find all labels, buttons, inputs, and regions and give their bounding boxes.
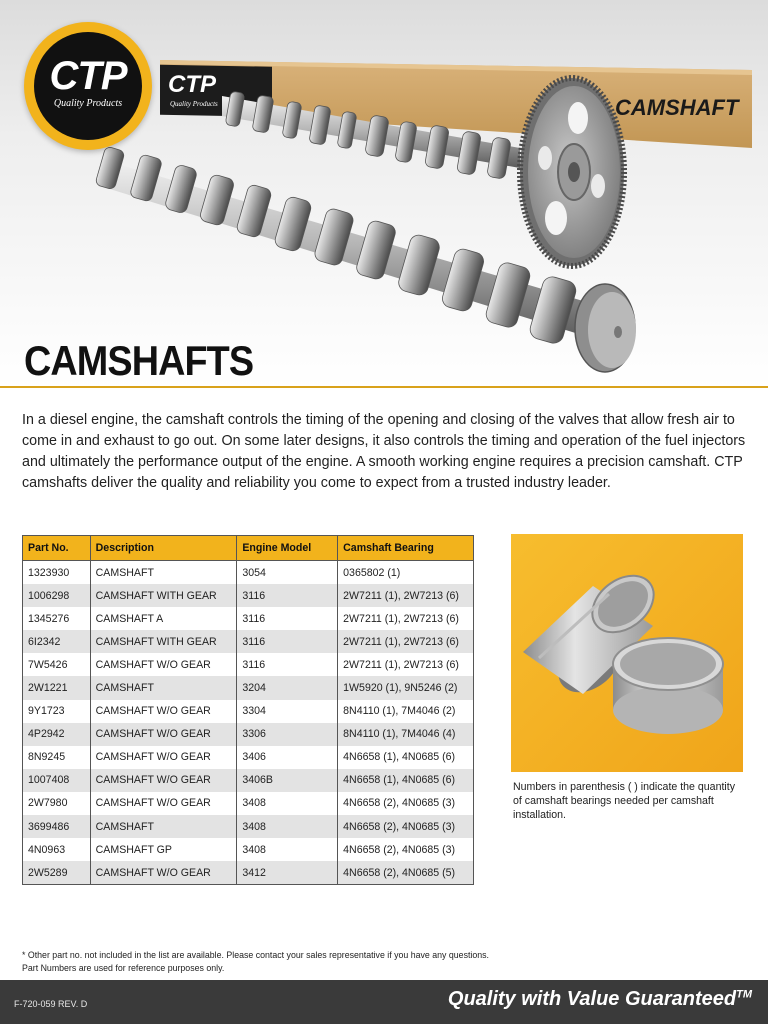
cell-part-no: 7W5426 (23, 653, 91, 676)
title-divider (0, 386, 768, 388)
cell-engine-model: 3116 (237, 607, 338, 630)
table-row (23, 723, 474, 746)
cell-engine-model: 3116 (237, 653, 338, 676)
cell-bearing: 4N6658 (2), 4N0685 (3) (338, 792, 474, 815)
cell-bearing: 4N6658 (1), 4N0685 (6) (338, 746, 474, 769)
cell-bearing: 2W7211 (1), 2W7213 (6) (338, 607, 474, 630)
header-engine-model: Engine Model (237, 536, 338, 561)
cell-bearing: 4N6658 (2), 4N0685 (3) (338, 815, 474, 838)
bearing-quantity-note: Numbers in parenthesis ( ) indicate the quantity of camshaft bearings needed per camshaft installation. (513, 781, 735, 821)
table-row (23, 561, 474, 585)
tagline-text: Quality with Value Guaranteed (447, 988, 737, 1010)
table-row (23, 700, 474, 723)
table-row (23, 676, 474, 699)
cell-engine-model: 3408 (237, 815, 338, 838)
ctp-logo (24, 22, 152, 150)
cell-description: CAMSHAFT WITH GEAR (90, 630, 237, 653)
table-row (23, 607, 474, 630)
cell-engine-model: 3408 (237, 792, 338, 815)
footer-bar (0, 980, 768, 1024)
camshaft-bearing-photo (511, 534, 743, 772)
bearing-front (613, 638, 723, 734)
cell-engine-model: 3406 (237, 746, 338, 769)
footer-tagline (448, 988, 752, 1011)
cell-engine-model: 3116 (237, 584, 338, 607)
cell-description: CAMSHAFT GP (90, 838, 237, 861)
cell-description: CAMSHAFT (90, 676, 237, 699)
cell-part-no: 1345276 (23, 607, 91, 630)
cell-engine-model: 3406B (237, 769, 338, 792)
cell-engine-model: 3304 (237, 700, 338, 723)
cell-part-no: 8N9245 (23, 746, 91, 769)
document-code: F-720-059 REV. D (14, 999, 88, 1009)
cell-bearing: 4N6658 (2), 4N0685 (3) (338, 838, 474, 861)
cell-part-no: 4N0963 (23, 838, 91, 861)
cell-part-no: 3699486 (23, 815, 91, 838)
page-title: CAMSHAFTS (24, 337, 254, 384)
table-row (23, 861, 474, 885)
table-row (23, 584, 474, 607)
box-logo: CTP (168, 71, 216, 98)
cell-engine-model: 3204 (237, 676, 338, 699)
table-row (23, 815, 474, 838)
cell-engine-model: 3054 (237, 561, 338, 585)
table-row (23, 746, 474, 769)
cell-part-no: 1323930 (23, 561, 91, 585)
cell-bearing: 2W7211 (1), 2W7213 (6) (338, 630, 474, 653)
table-header-row (23, 536, 474, 561)
cell-description: CAMSHAFT W/O GEAR (90, 792, 237, 815)
cell-bearing: 8N4110 (1), 7M4046 (2) (338, 700, 474, 723)
cell-description: CAMSHAFT W/O GEAR (90, 700, 237, 723)
cell-bearing: 1W5920 (1), 9N5246 (2) (338, 676, 474, 699)
cell-bearing: 2W7211 (1), 2W7213 (6) (338, 584, 474, 607)
cell-description: CAMSHAFT W/O GEAR (90, 746, 237, 769)
cell-description: CAMSHAFT (90, 561, 237, 585)
header-part-no: Part No. (23, 536, 91, 561)
cell-part-no: 1006298 (23, 584, 91, 607)
cell-engine-model: 3116 (237, 630, 338, 653)
cell-part-no: 4P2942 (23, 723, 91, 746)
cell-bearing: 8N4110 (1), 7M4046 (4) (338, 723, 474, 746)
cell-description: CAMSHAFT WITH GEAR (90, 584, 237, 607)
cell-description: CAMSHAFT (90, 815, 237, 838)
footnotes (22, 949, 742, 974)
header-description: Description (90, 536, 237, 561)
cell-part-no: 1007408 (23, 769, 91, 792)
table-row (23, 838, 474, 861)
box-label: CAMSHAFT (615, 95, 739, 120)
table-row (23, 630, 474, 653)
cell-bearing: 4N6658 (2), 4N0685 (5) (338, 861, 474, 885)
intro-paragraph: In a diesel engine, the camshaft controls the timing of the opening and closing of the valves that allow fresh air to come in and exhaust to go out. On some later designs, it also controls the timing and operation of the fuel injectors and ultimately the performance output of the engine. A smooth working engine requires a precision camshaft. CTP camshafts deliver the quality and reliability you come to expect from a trusted industry leader. (22, 412, 746, 491)
logo-wordmark: CTP (49, 54, 127, 98)
cell-engine-model: 3306 (237, 723, 338, 746)
camshaft-parts-table (22, 535, 474, 885)
footnote-availability: * Other part no. not included in the list are available. Please contact your sales representative if you have any questions. (22, 950, 489, 960)
header-camshaft-bearing: Camshaft Bearing (338, 536, 474, 561)
cam-gear (520, 78, 624, 266)
cell-engine-model: 3408 (237, 838, 338, 861)
cell-description: CAMSHAFT W/O GEAR (90, 653, 237, 676)
table-row (23, 653, 474, 676)
trademark-symbol: TM (736, 988, 752, 1001)
footnote-reference: Part Numbers are used for reference purposes only. (22, 962, 225, 973)
cell-description: CAMSHAFT W/O GEAR (90, 723, 237, 746)
cell-part-no: 2W5289 (23, 861, 91, 885)
cell-engine-model: 3412 (237, 861, 338, 885)
cell-bearing: 2W7211 (1), 2W7213 (6) (338, 653, 474, 676)
table-row (23, 769, 474, 792)
hero-photo (0, 0, 768, 388)
cell-bearing: 4N6658 (1), 4N0685 (6) (338, 769, 474, 792)
cell-description: CAMSHAFT W/O GEAR (90, 861, 237, 885)
cell-description: CAMSHAFT W/O GEAR (90, 769, 237, 792)
box-logo-tagline: Quality Products (170, 100, 218, 108)
table-row (23, 792, 474, 815)
logo-tagline: Quality Products (53, 98, 123, 109)
cell-part-no: 9Y1723 (23, 700, 91, 723)
cell-description: CAMSHAFT A (90, 607, 237, 630)
cell-part-no: 2W1221 (23, 676, 91, 699)
cell-bearing: 0365802 (1) (338, 561, 474, 585)
cell-part-no: 6I2342 (23, 630, 91, 653)
cell-part-no: 2W7980 (23, 792, 91, 815)
